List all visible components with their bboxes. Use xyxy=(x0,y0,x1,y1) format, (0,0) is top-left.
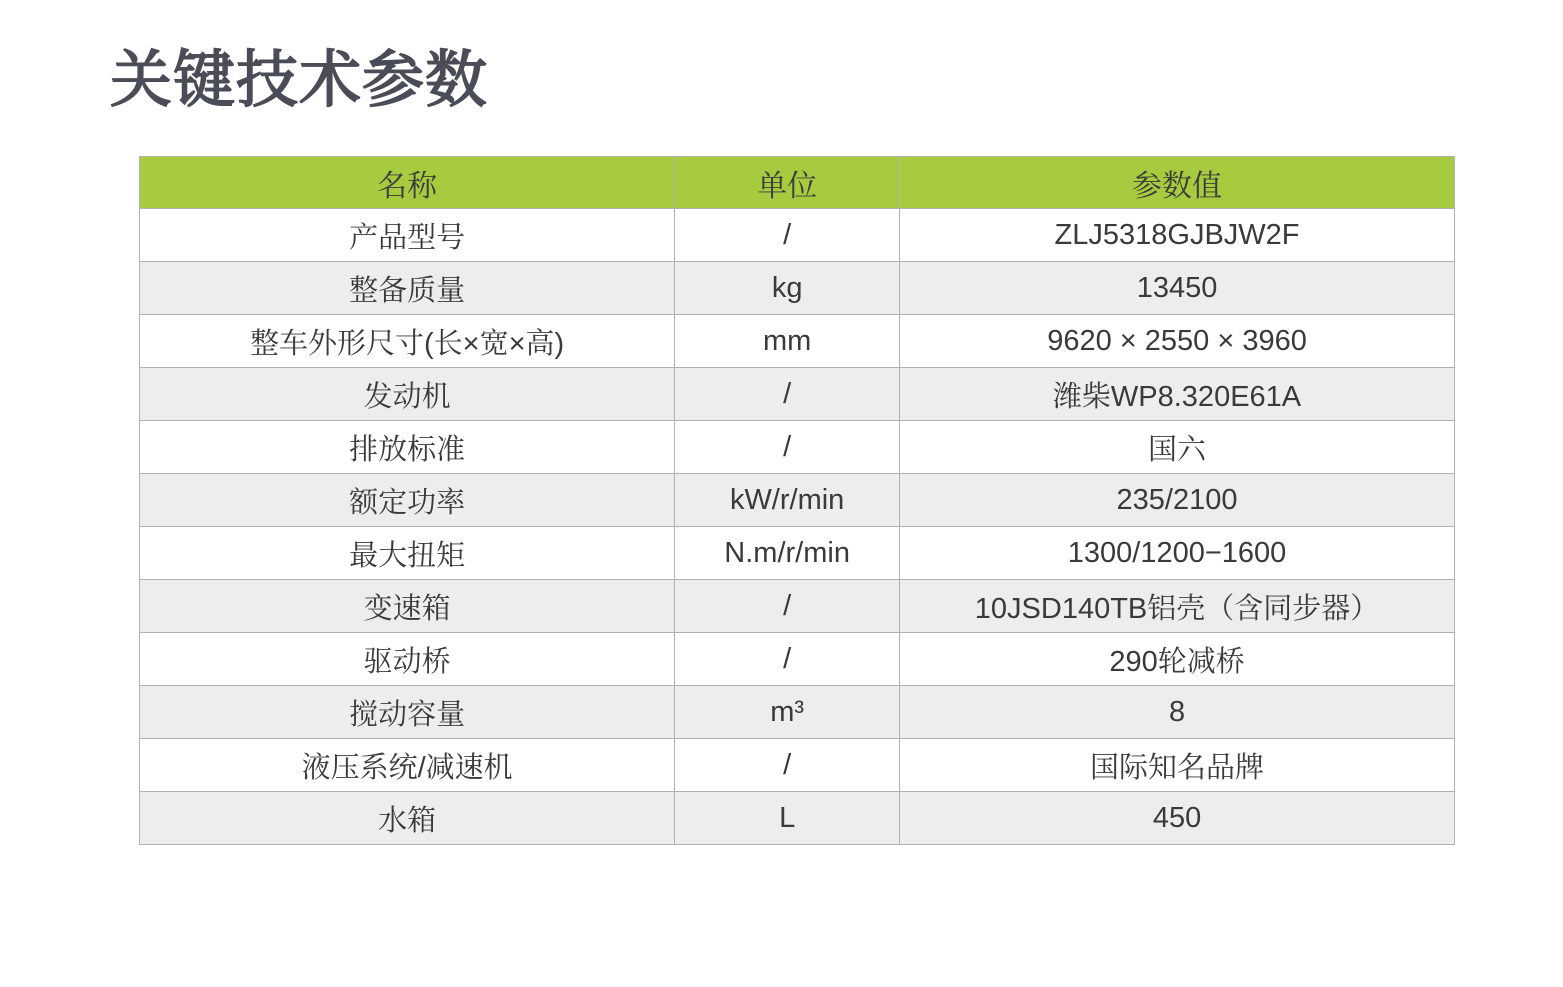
header-cell-name: 名称 xyxy=(140,157,675,209)
table-cell-unit: N.m/r/min xyxy=(675,527,900,580)
table-cell-value: 1300/1200−1600 xyxy=(900,527,1455,580)
table-cell-name: 额定功率 xyxy=(140,474,675,527)
table-cell-name: 产品型号 xyxy=(140,209,675,262)
table-cell-unit: / xyxy=(675,739,900,792)
table-row xyxy=(140,580,1455,633)
table-cell-unit: / xyxy=(675,421,900,474)
table-cell-unit: / xyxy=(675,633,900,686)
table-cell-unit: / xyxy=(675,368,900,421)
table-row xyxy=(140,527,1455,580)
spec-table xyxy=(139,156,1455,845)
table-cell-value: 8 xyxy=(900,686,1455,739)
table-row xyxy=(140,474,1455,527)
table-cell-value: 潍柴WP8.320E61A xyxy=(900,368,1455,421)
table-cell-value: 235/2100 xyxy=(900,474,1455,527)
table-cell-name: 整车外形尺寸(长×宽×高) xyxy=(140,315,675,368)
table-row xyxy=(140,739,1455,792)
header-cell-value: 参数值 xyxy=(900,157,1455,209)
table-cell-value: 10JSD140TB铝壳（含同步器） xyxy=(900,580,1455,633)
table-row xyxy=(140,633,1455,686)
table-cell-name: 排放标准 xyxy=(140,421,675,474)
table-cell-unit: / xyxy=(675,209,900,262)
table-cell-value: 450 xyxy=(900,792,1455,845)
header-cell-unit: 单位 xyxy=(675,157,900,209)
table-cell-unit: m³ xyxy=(675,686,900,739)
table-cell-unit: kW/r/min xyxy=(675,474,900,527)
table-cell-value: 国六 xyxy=(900,421,1455,474)
table-cell-name: 最大扭矩 xyxy=(140,527,675,580)
table-cell-name: 水箱 xyxy=(140,792,675,845)
table-cell-value: 290轮减桥 xyxy=(900,633,1455,686)
table-cell-unit: mm xyxy=(675,315,900,368)
table-cell-name: 液压系统/减速机 xyxy=(140,739,675,792)
table-cell-unit: / xyxy=(675,580,900,633)
table-row xyxy=(140,315,1455,368)
table-cell-unit: kg xyxy=(675,262,900,315)
table-cell-value: 9620 × 2550 × 3960 xyxy=(900,315,1455,368)
table-row xyxy=(140,209,1455,262)
table-row xyxy=(140,686,1455,739)
table-header-row xyxy=(140,157,1455,209)
table-cell-name: 发动机 xyxy=(140,368,675,421)
table-cell-name: 变速箱 xyxy=(140,580,675,633)
table-cell-value: ZLJ5318GJBJW2F xyxy=(900,209,1455,262)
page-title: 关键技术参数 xyxy=(110,46,489,115)
table-cell-name: 整备质量 xyxy=(140,262,675,315)
table-cell-value: 13450 xyxy=(900,262,1455,315)
table-cell-name: 驱动桥 xyxy=(140,633,675,686)
table-cell-value: 国际知名品牌 xyxy=(900,739,1455,792)
table-row xyxy=(140,368,1455,421)
table-row xyxy=(140,421,1455,474)
table-cell-name: 搅动容量 xyxy=(140,686,675,739)
table-cell-unit: L xyxy=(675,792,900,845)
table-row xyxy=(140,262,1455,315)
table-row xyxy=(140,792,1455,845)
